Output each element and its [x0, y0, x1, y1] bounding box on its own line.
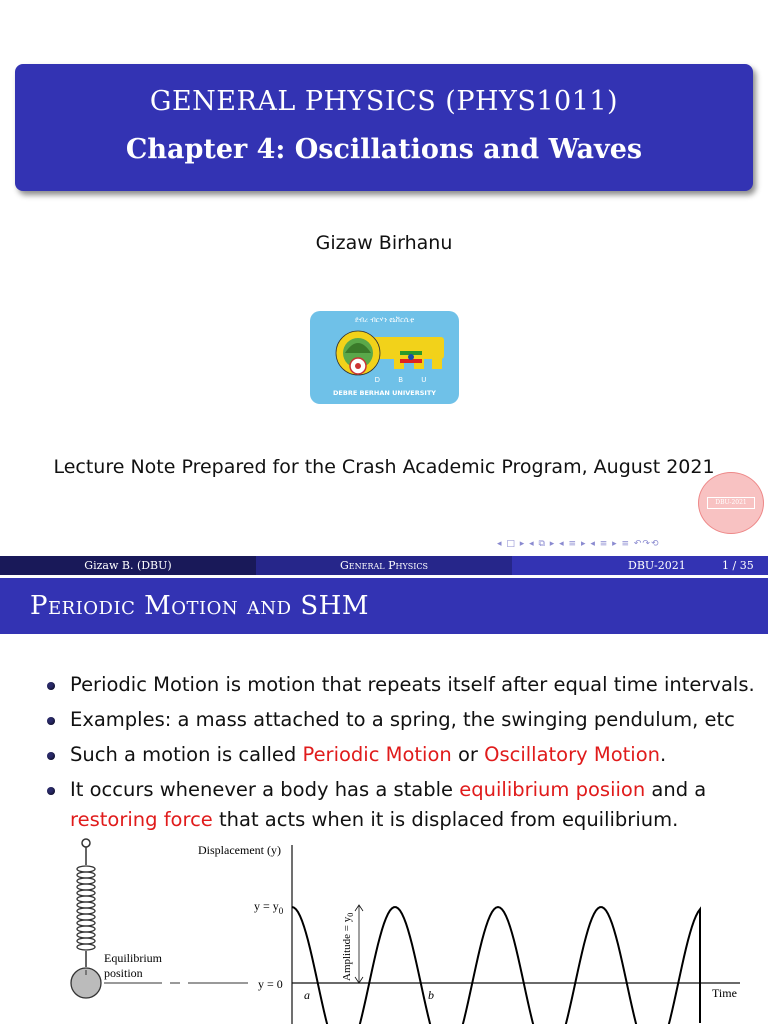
- spring-coil: [77, 890, 95, 896]
- logo-university-name: DEBRE BERHAN UNIVERSITY: [333, 389, 436, 397]
- spring-coil: [77, 920, 95, 926]
- bullet-text-pre: It occurs whenever a body has a stable: [70, 778, 460, 801]
- slide-footer: [0, 556, 768, 575]
- bullet-text-mid: and a: [645, 778, 707, 801]
- author-name: Gizaw Birhanu: [315, 232, 453, 254]
- spring-coil: [77, 926, 95, 932]
- chapter-title: Chapter 4: Oscillations and Waves: [125, 134, 643, 165]
- equilibrium-label: Equilibrium: [104, 951, 162, 965]
- amplitude-label: Amplitude = y: [341, 916, 353, 981]
- bullet-text-pre: Such a motion is called: [70, 743, 303, 766]
- frame-title: Periodic Motion and SHM: [30, 591, 369, 621]
- lecture-subtitle: Lecture Note Prepared for the Crash Academic Program, August 2021: [53, 456, 715, 478]
- footer-author-cell: [0, 556, 256, 575]
- stamp-label: DBU-2021: [707, 497, 755, 509]
- title-block: [15, 64, 753, 191]
- shm-figure: [0, 835, 768, 1024]
- bullet-text-post: that acts when it is displaced from equilibrium.: [212, 808, 679, 831]
- spring-coil: [77, 896, 95, 902]
- svg-text:y = y0: [254, 899, 284, 916]
- logo-amharic-text: ደብረ ብርሃን ዩኒቨርሲቲ: [354, 316, 415, 324]
- y-zero-label: y = 0: [258, 977, 283, 991]
- point-a-label: a: [304, 988, 310, 1002]
- bullet-text: Examples: a mass attached to a spring, the swinging pendulum, etc: [70, 708, 735, 731]
- spring-coil: [77, 944, 95, 950]
- bullet-icon: [47, 752, 55, 760]
- beamer-navigation-symbols[interactable]: ◂ □ ▸ ◂ ⧉ ▸ ◂ ≡ ▸ ◂ ≡ ▸ ≡ ↶↷⟲: [497, 539, 660, 549]
- bullet-icon: [47, 787, 55, 795]
- spring-coil: [77, 866, 95, 872]
- highlight-term: Periodic Motion: [302, 743, 452, 766]
- dbu-stamp: [698, 472, 764, 534]
- amplitude-subscript: 0: [346, 912, 355, 917]
- bullet-list: [45, 670, 760, 840]
- bullet-icon: [47, 682, 55, 690]
- logo-abbreviation: D B U: [374, 376, 435, 384]
- bullet-text-post: .: [659, 743, 667, 766]
- bullet-item: [45, 670, 760, 700]
- spring-coil: [77, 938, 95, 944]
- y-axis-label: Displacement (y): [198, 843, 281, 857]
- footer-date-cell: [512, 556, 768, 575]
- spring-coil: [77, 932, 95, 938]
- footer-course: General Physics: [340, 559, 428, 572]
- y0-label: y = y: [254, 899, 279, 913]
- frame-title-bar: [0, 578, 768, 634]
- university-logo: [310, 311, 459, 404]
- bullet-text: Periodic Motion is motion that repeats itself after equal time intervals.: [70, 673, 755, 696]
- spring-coil: [77, 872, 95, 878]
- point-b-label: b: [428, 988, 434, 1002]
- highlight-term: equilibrium posiion: [459, 778, 646, 801]
- bullet-item: [45, 775, 760, 835]
- footer-course-cell: [256, 556, 512, 575]
- bullet-item: [45, 705, 760, 735]
- spring-coil: [77, 908, 95, 914]
- footer-date: DBU-2021: [628, 559, 686, 572]
- spring-coil: [77, 878, 95, 884]
- x-axis-label: Time: [712, 986, 737, 1000]
- displacement-curve: [292, 907, 700, 1024]
- bullet-item: [45, 740, 760, 770]
- spring-coil: [77, 914, 95, 920]
- highlight-term: restoring force: [70, 808, 213, 831]
- svg-text:Amplitude = y0: [341, 913, 355, 981]
- bullet-icon: [47, 717, 55, 725]
- spring-coil: [77, 902, 95, 908]
- highlight-term: Oscillatory Motion: [484, 743, 660, 766]
- spring-icon: [82, 839, 90, 967]
- footer-page-number: 1 / 35: [722, 559, 754, 572]
- spring-coil: [77, 884, 95, 890]
- position-label: position: [104, 966, 143, 980]
- y0-subscript: 0: [278, 906, 284, 916]
- bullet-text-mid: or: [451, 743, 485, 766]
- course-title: GENERAL PHYSICS (PHYS1011): [149, 86, 619, 117]
- footer-author: Gizaw B. (DBU): [84, 559, 172, 572]
